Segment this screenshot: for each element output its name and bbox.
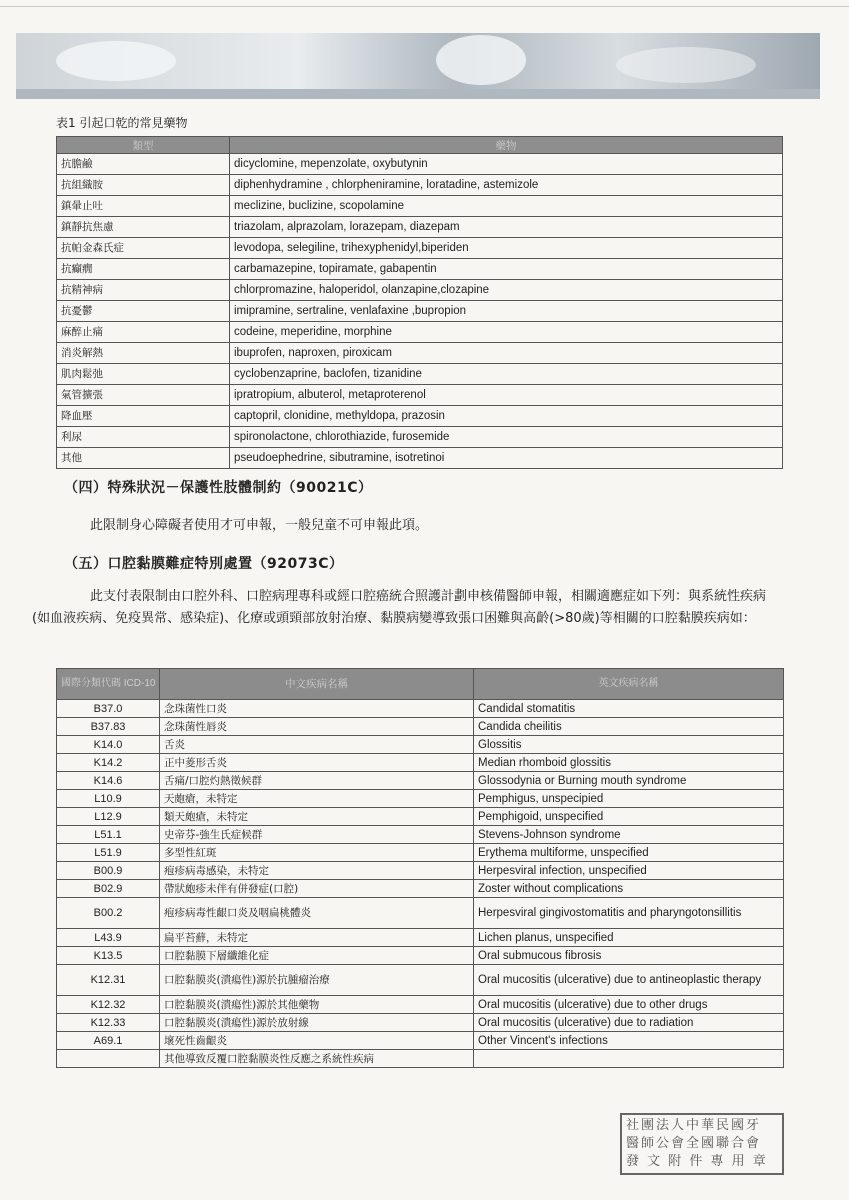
drug-list-cell: pseudoephedrine, sibutramine, isotretinoi — [230, 448, 783, 469]
drug-type-cell: 肌肉鬆弛 — [57, 364, 230, 385]
english-name-cell: Oral mucositis (ulcerative) due to radiation — [474, 1014, 784, 1032]
icd-code-cell: B37.0 — [57, 700, 160, 718]
table1-row — [57, 175, 783, 196]
drug-type-cell: 降血壓 — [57, 406, 230, 427]
icd-code-cell: K13.5 — [57, 947, 160, 965]
icd-code-cell — [57, 1050, 160, 1068]
drug-list-cell: imipramine, sertraline, venlafaxine ,bupropion — [230, 301, 783, 322]
table2-row — [57, 736, 784, 754]
english-name-cell: Pemphigus, unspecipied — [474, 790, 784, 808]
icd-code-cell: L51.9 — [57, 844, 160, 862]
english-name-cell: Oral mucositis (ulcerative) due to antineoplastic therapy — [474, 965, 784, 996]
table2-row — [57, 790, 784, 808]
drug-list-cell: chlorpromazine, haloperidol, olanzapine,clozapine — [230, 280, 783, 301]
drug-type-cell: 氣管擴張 — [57, 385, 230, 406]
table2-row — [57, 808, 784, 826]
chinese-name-cell: 口腔黏膜炎(潰瘍性)源於放射線 — [160, 1014, 474, 1032]
english-name-cell: Glossitis — [474, 736, 784, 754]
table2-oral-mucosal-diseases — [56, 668, 784, 1068]
table2-row — [57, 929, 784, 947]
drug-list-cell: meclizine, buclizine, scopolamine — [230, 196, 783, 217]
table1-header-type: 類型 — [57, 137, 230, 154]
icd-code-cell: L12.9 — [57, 808, 160, 826]
chinese-name-cell: 其他導致反覆口腔黏膜炎性反應之系統性疾病 — [160, 1050, 474, 1068]
english-name-cell: Zoster without complications — [474, 880, 784, 898]
table1-dry-mouth-drugs — [56, 136, 783, 469]
table1-row — [57, 364, 783, 385]
table1-row — [57, 385, 783, 406]
english-name-cell: Herpesviral gingivostomatitis and pharyngotonsillitis — [474, 898, 784, 929]
section4-text: 此限制身心障礙者使用才可申報，一般兒童不可申報此項。 — [90, 518, 429, 533]
table2-row — [57, 772, 784, 790]
table1-row — [57, 259, 783, 280]
english-name-cell: Oral submucous fibrosis — [474, 947, 784, 965]
drug-type-cell: 利尿 — [57, 427, 230, 448]
english-name-cell: Oral mucositis (ulcerative) due to other drugs — [474, 996, 784, 1014]
chinese-name-cell: 疱疹病毒感染，未特定 — [160, 862, 474, 880]
english-name-cell: Other Vincent's infections — [474, 1032, 784, 1050]
table2-row — [57, 754, 784, 772]
table2-row — [57, 844, 784, 862]
english-name-cell — [474, 1050, 784, 1068]
english-name-cell: Median rhomboid glossitis — [474, 754, 784, 772]
table1-header-drugs: 藥物 — [230, 137, 783, 154]
chinese-name-cell: 念珠菌性口炎 — [160, 700, 474, 718]
header-banner-image — [16, 33, 820, 99]
table1-row — [57, 406, 783, 427]
drug-list-cell: dicyclomine, mepenzolate, oxybutynin — [230, 154, 783, 175]
icd-code-cell: L10.9 — [57, 790, 160, 808]
icd-code-cell: B00.9 — [57, 862, 160, 880]
english-name-cell: Erythema multiforme, unspecified — [474, 844, 784, 862]
table2-row — [57, 862, 784, 880]
table2-row — [57, 898, 784, 929]
stamp-line: 醫師公會全國聯合會 — [626, 1136, 762, 1151]
table1-row — [57, 280, 783, 301]
table1-row — [57, 448, 783, 469]
table2-row — [57, 880, 784, 898]
english-name-cell: Candidal stomatitis — [474, 700, 784, 718]
section5-text: 此支付表限制由口腔外科、口腔病理專科或經口腔癌統合照護計劃申核備醫師申報，相關適應症如下列：與系統性疾病(如血液疾病、免疫異常、感染症)、化療或頭頸部放射治療、黏膜病變導致張口困難與高齡(>80歲)等相關的口腔黏膜疾病如： — [32, 589, 767, 626]
icd-code-cell: L43.9 — [57, 929, 160, 947]
icd-code-cell: K14.0 — [57, 736, 160, 754]
drug-type-cell: 抗癲癇 — [57, 259, 230, 280]
chinese-name-cell: 帶狀皰疹未伴有併發症(口腔) — [160, 880, 474, 898]
english-name-cell: Candida cheilitis — [474, 718, 784, 736]
drug-list-cell: ibuprofen, naproxen, piroxicam — [230, 343, 783, 364]
drug-list-cell: triazolam, alprazolam, lorazepam, diazepam — [230, 217, 783, 238]
table2-row — [57, 718, 784, 736]
icd-code-cell: A69.1 — [57, 1032, 160, 1050]
drug-type-cell: 抗膽鹼 — [57, 154, 230, 175]
drug-list-cell: levodopa, selegiline, trihexyphenidyl,biperiden — [230, 238, 783, 259]
chinese-name-cell: 口腔黏膜炎(潰瘍性)源於抗腫瘤治療 — [160, 965, 474, 996]
table1-row — [57, 238, 783, 259]
chinese-name-cell: 念珠菌性唇炎 — [160, 718, 474, 736]
table1-row — [57, 322, 783, 343]
chinese-name-cell: 壞死性齒齦炎 — [160, 1032, 474, 1050]
english-name-cell: Herpesviral infection, unspecified — [474, 862, 784, 880]
drug-type-cell: 抗組織胺 — [57, 175, 230, 196]
icd-code-cell: K14.2 — [57, 754, 160, 772]
chinese-name-cell: 疱疹病毒性齦口炎及咽扁桃體炎 — [160, 898, 474, 929]
table2-header-chinese: 中文疾病名稱 — [160, 669, 474, 700]
table2-header-english: 英文疾病名稱 — [474, 669, 784, 700]
drug-type-cell: 抗精神病 — [57, 280, 230, 301]
table1-row — [57, 217, 783, 238]
association-seal-stamp — [620, 1113, 784, 1175]
english-name-cell: Glossodynia or Burning mouth syndrome — [474, 772, 784, 790]
icd-code-cell: K14.6 — [57, 772, 160, 790]
table2-row — [57, 700, 784, 718]
chinese-name-cell: 多型性紅斑 — [160, 844, 474, 862]
chinese-name-cell: 口腔黏膜下層纖維化症 — [160, 947, 474, 965]
drug-list-cell: codeine, meperidine, morphine — [230, 322, 783, 343]
icd-code-cell: B02.9 — [57, 880, 160, 898]
table1-row — [57, 343, 783, 364]
drug-type-cell: 鎮靜抗焦慮 — [57, 217, 230, 238]
table2-row — [57, 965, 784, 996]
english-name-cell: Pemphigoid, unspecified — [474, 808, 784, 826]
faint-background-mark — [104, 1130, 244, 1170]
chinese-name-cell: 扁平苔蘚，未特定 — [160, 929, 474, 947]
chinese-name-cell: 舌痛/口腔灼熱徵候群 — [160, 772, 474, 790]
icd-code-cell: K12.33 — [57, 1014, 160, 1032]
table1-row — [57, 196, 783, 217]
icd-code-cell: L51.1 — [57, 826, 160, 844]
icd-code-cell: B37.83 — [57, 718, 160, 736]
table2-row — [57, 947, 784, 965]
drug-list-cell: cyclobenzaprine, baclofen, tizanidine — [230, 364, 783, 385]
table1-row — [57, 301, 783, 322]
drug-type-cell: 抗帕金森氏症 — [57, 238, 230, 259]
table2-row — [57, 1032, 784, 1050]
icd-code-cell: K12.31 — [57, 965, 160, 996]
chinese-name-cell: 舌炎 — [160, 736, 474, 754]
chinese-name-cell: 天皰瘡，未特定 — [160, 790, 474, 808]
table1-row — [57, 154, 783, 175]
drug-list-cell: carbamazepine, topiramate, gabapentin — [230, 259, 783, 280]
section5-heading: （五）口腔黏膜難症特別處置（92073C） — [64, 556, 344, 572]
icd-code-cell: K12.32 — [57, 996, 160, 1014]
stamp-line: 社團法人中華民國牙 — [626, 1118, 762, 1133]
table2-row — [57, 1050, 784, 1068]
drug-type-cell: 消炎解熱 — [57, 343, 230, 364]
drug-type-cell: 鎮暈止吐 — [57, 196, 230, 217]
table1-title: 表1 引起口乾的常見藥物 — [56, 116, 188, 130]
page-top-border — [0, 6, 849, 7]
english-name-cell: Stevens-Johnson syndrome — [474, 826, 784, 844]
chinese-name-cell: 口腔黏膜炎(潰瘍性)源於其他藥物 — [160, 996, 474, 1014]
drug-list-cell: spironolactone, chlorothiazide, furosemide — [230, 427, 783, 448]
drug-list-cell: diphenhydramine , chlorpheniramine, loratadine, astemizole — [230, 175, 783, 196]
drug-type-cell: 抗憂鬱 — [57, 301, 230, 322]
drug-list-cell: captopril, clonidine, methyldopa, prazosin — [230, 406, 783, 427]
drug-type-cell: 其他 — [57, 448, 230, 469]
english-name-cell: Lichen planus, unspecified — [474, 929, 784, 947]
stamp-line: 發 文 附 件 專 用 章 — [626, 1154, 768, 1169]
drug-list-cell: ipratropium, albuterol, metaproterenol — [230, 385, 783, 406]
table1-row — [57, 427, 783, 448]
chinese-name-cell: 正中菱形舌炎 — [160, 754, 474, 772]
icd-code-cell: B00.2 — [57, 898, 160, 929]
drug-type-cell: 麻醉止痛 — [57, 322, 230, 343]
table2-row — [57, 1014, 784, 1032]
table2-row — [57, 826, 784, 844]
chinese-name-cell: 史帝芬-強生氏症候群 — [160, 826, 474, 844]
chinese-name-cell: 類天皰瘡，未特定 — [160, 808, 474, 826]
table2-row — [57, 996, 784, 1014]
table2-header-icd: 國際分類代碼 ICD-10 — [57, 669, 160, 700]
section4-heading: （四）特殊狀況－保護性肢體制約（90021C） — [64, 480, 373, 496]
